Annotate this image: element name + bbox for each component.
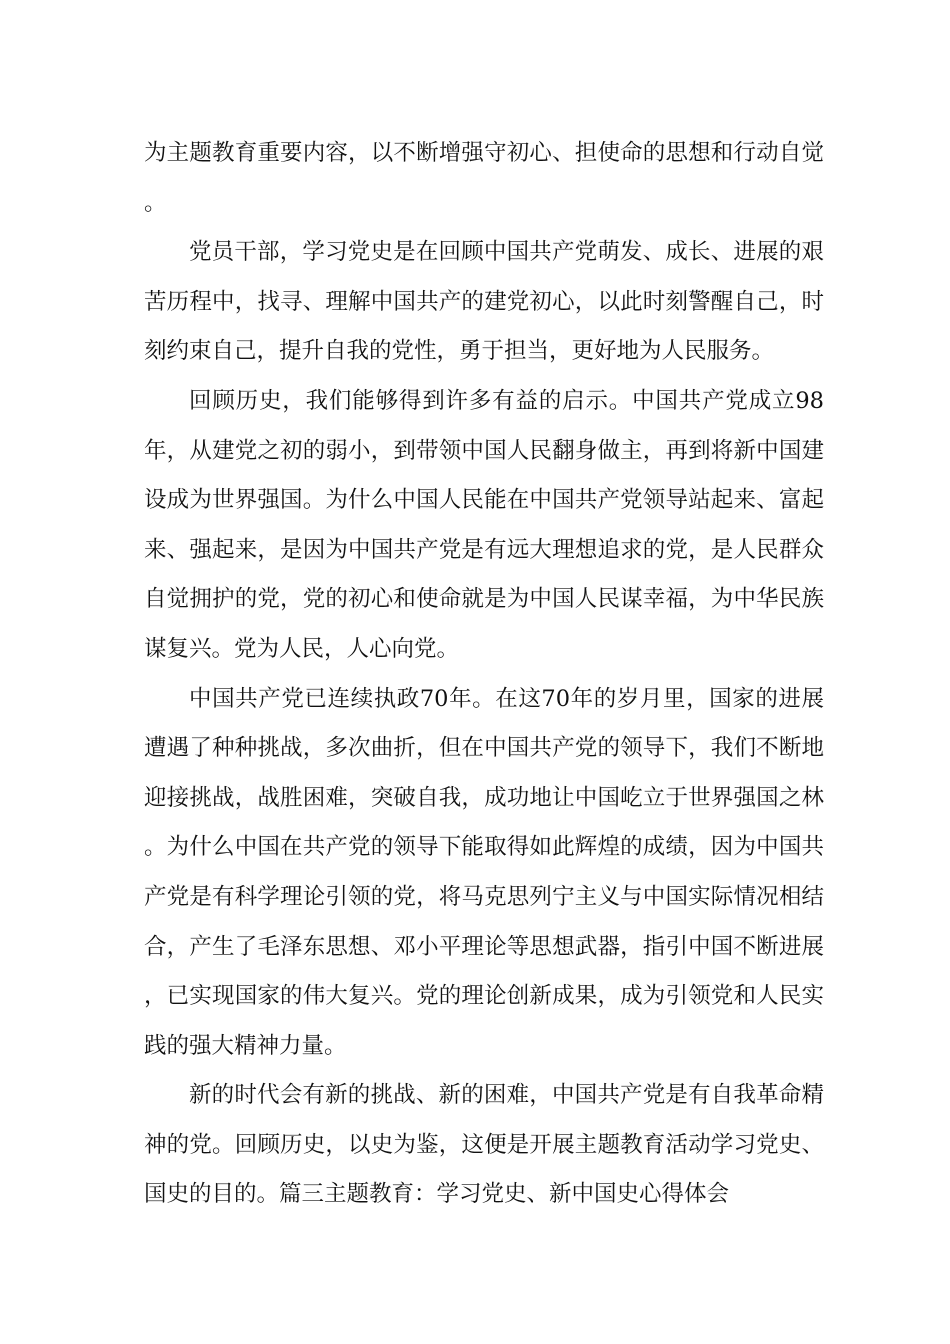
document-body	[144, 129, 824, 1220]
paragraph-5: 新的时代会有新的挑战、新的困难，中国共产党是有自我革命精神的党。回顾历史，以史为鉴，这便是开展主题教育活动学习党史、国史的目的。篇三主题教育：学习党史、新中国史心得体会	[144, 1082, 824, 1208]
paragraph-4: 中国共产党已连续执政70年。在这70年的岁月里，国家的进展遭遇了种种挑战，多次曲折，但在中国共产党的领导下，我们不断地迎接挑战，战胜困难，突破自我，成功地让中国屹立于世界强国之林。为什么中国在共产党的领导下能取得如此辉煌的成绩，因为中国共产党是有科学理论引领的党，将马克思列宁主义与中国实际情况相结合，产生了毛泽东思想、邓小平理论等思想武器，指引中国不断进展，已实现国家的伟大复兴。党的理论创新成果，成为引领党和人民实践的强大精神力量。	[144, 685, 824, 1059]
paragraph-1: 为主题教育重要内容，以不断增强守初心、担使命的思想和行动自觉。	[144, 140, 824, 216]
paragraph-2: 党员干部，学习党史是在回顾中国共产党萌发、成长、进展的艰苦历程中，找寻、理解中国共产的建党初心，以此时刻警醒自己，时刻约束自己，提升自我的党性，勇于担当，更好地为人民服务。	[144, 239, 824, 365]
paragraph-3: 回顾历史，我们能够得到许多有益的启示。中国共产党成立98年，从建党之初的弱小，到带领中国人民翻身做主，再到将新中国建设成为世界强国。为什么中国人民能在中国共产党领导站起来、富起来、强起来，是因为中国共产党是有远大理想追求的党，是人民群众自觉拥护的党，党的初心和使命就是为中国人民谋幸福，为中华民族谋复兴。党为人民，人心向党。	[144, 387, 824, 662]
